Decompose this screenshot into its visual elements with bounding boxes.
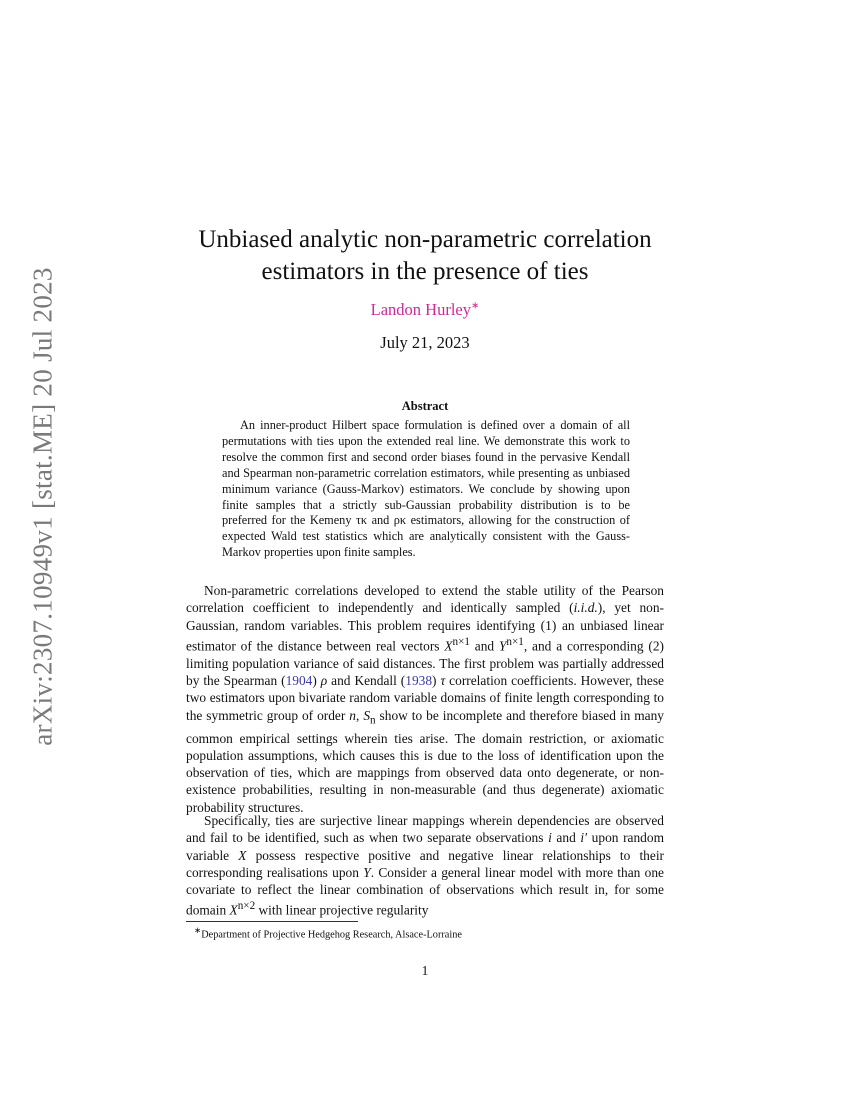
paper-title-line-1: Unbiased analytic non-parametric correlation xyxy=(198,226,652,253)
math-subscript: n xyxy=(370,714,376,727)
citation-link-spearman[interactable]: 1904 xyxy=(285,672,313,688)
math-tau: τ xyxy=(440,672,446,688)
text-run: and xyxy=(551,830,581,846)
abstract-heading: Abstract xyxy=(401,399,449,413)
math-n: n xyxy=(349,707,356,723)
arxiv-identifier-stamp xyxy=(26,268,60,744)
text-run: and xyxy=(469,638,499,654)
math-y: Y xyxy=(363,864,371,880)
text-run: . Consider a general linear model with more than one covariate to reflect the linear combination of observations which result in, for some domain xyxy=(186,864,664,918)
math-iid: i.i.d. xyxy=(573,600,598,616)
text-run: upon random variable xyxy=(186,830,664,863)
text-run: Specifically, ties are surjective linear mappings wherein dependencies are observed and fail to be identified, such as when two separate observations xyxy=(186,813,664,846)
page-number: 1 xyxy=(421,963,429,978)
footnote-mark: ∗ xyxy=(194,925,202,935)
text-run: ) xyxy=(432,672,441,688)
text-run: , and a corresponding (2) limiting population variance of said distances. The first problem was partially addressed by the Spearman ( xyxy=(186,638,664,688)
text-run: ), yet non-Gaussian, random variables. This problem requires identifying (1) an unbiased linear estimator of the distance between real vectors xyxy=(186,600,664,654)
math-s: S xyxy=(363,707,371,723)
author-name[interactable]: Landon Hurley xyxy=(370,300,471,319)
text-run: possess respective positive and negative linear relationships to their corresponding realisations upon xyxy=(186,847,664,880)
arxiv-identifier-text: arXiv:2307.10949v1 [stat.ME] 20 Jul 2023 xyxy=(27,266,58,746)
footnote-text: Department of Projective Hedgehog Research, Alsace-Lorraine xyxy=(201,929,462,941)
author-affiliation-footnote xyxy=(186,924,664,941)
math-superscript: n×2 xyxy=(237,900,256,913)
citation-link-kendall[interactable]: 1938 xyxy=(405,672,433,688)
paper-title xyxy=(140,224,710,288)
math-i: i xyxy=(548,830,552,846)
publication-date: July 21, 2023 xyxy=(380,333,470,352)
author-link[interactable] xyxy=(250,300,600,320)
math-x: X xyxy=(238,847,247,863)
text-run: , xyxy=(356,707,364,723)
math-rho: ρ xyxy=(320,672,328,688)
body-paragraph-2 xyxy=(186,812,664,919)
math-i-prime: i′ xyxy=(580,830,588,846)
abstract-text: An inner-product Hilbert space formulation is defined over a domain of all permutations with ties upon the extended real line. We demonstrate this work to resolve the common first and second order biases found in the pervasive Kendall and Spearman non-parametric correlation estimators, while presenting as unbiased minimum variance (Gauss-Markov) estimators. We conclude by showing upon finite samples that a strictly sub-Gaussian probability distribution is to be preferred for the Kemeny τκ and ρκ estimators, allowing for the construction of expected Wald test statistics which are analytically consistent with the Gauss-Markov properties upon finite samples. xyxy=(222,418,630,560)
text-run: Non-parametric correlations developed to extend the stable utility of the Pearson correlation coefficient to independently and identically sampled ( xyxy=(186,583,664,616)
text-run: show to be incomplete and therefore biased in many common empirical settings wherein ties arise. The domain restriction, or axiomatic population assumptions, which causes this is due to the loss of identification upon the observation of ties, which are mappings from observed data onto degenerate, or non-existence probabilities, resulting in non-measurable (and thus degenerate) axiomatic probability structures. xyxy=(186,707,664,815)
footnote-divider xyxy=(186,921,358,922)
text-run: ) xyxy=(312,672,321,688)
math-x: X xyxy=(444,638,453,654)
math-superscript: n×1 xyxy=(452,635,470,648)
math-x: X xyxy=(229,902,238,918)
text-run: and Kendall ( xyxy=(327,672,406,688)
math-superscript: n×1 xyxy=(506,635,524,648)
math-y: Y xyxy=(498,638,507,654)
body-paragraph-1 xyxy=(186,582,664,816)
author-footnote-mark[interactable]: ∗ xyxy=(470,300,480,312)
paper-title-line-2: estimators in the presence of ties xyxy=(261,258,589,285)
text-run: correlation coefficients. However, these two estimators upon bivariate random variable domains of finite length corresponding to the symmetric group of order xyxy=(186,672,664,723)
text-run: with linear projective regularity xyxy=(255,902,429,918)
